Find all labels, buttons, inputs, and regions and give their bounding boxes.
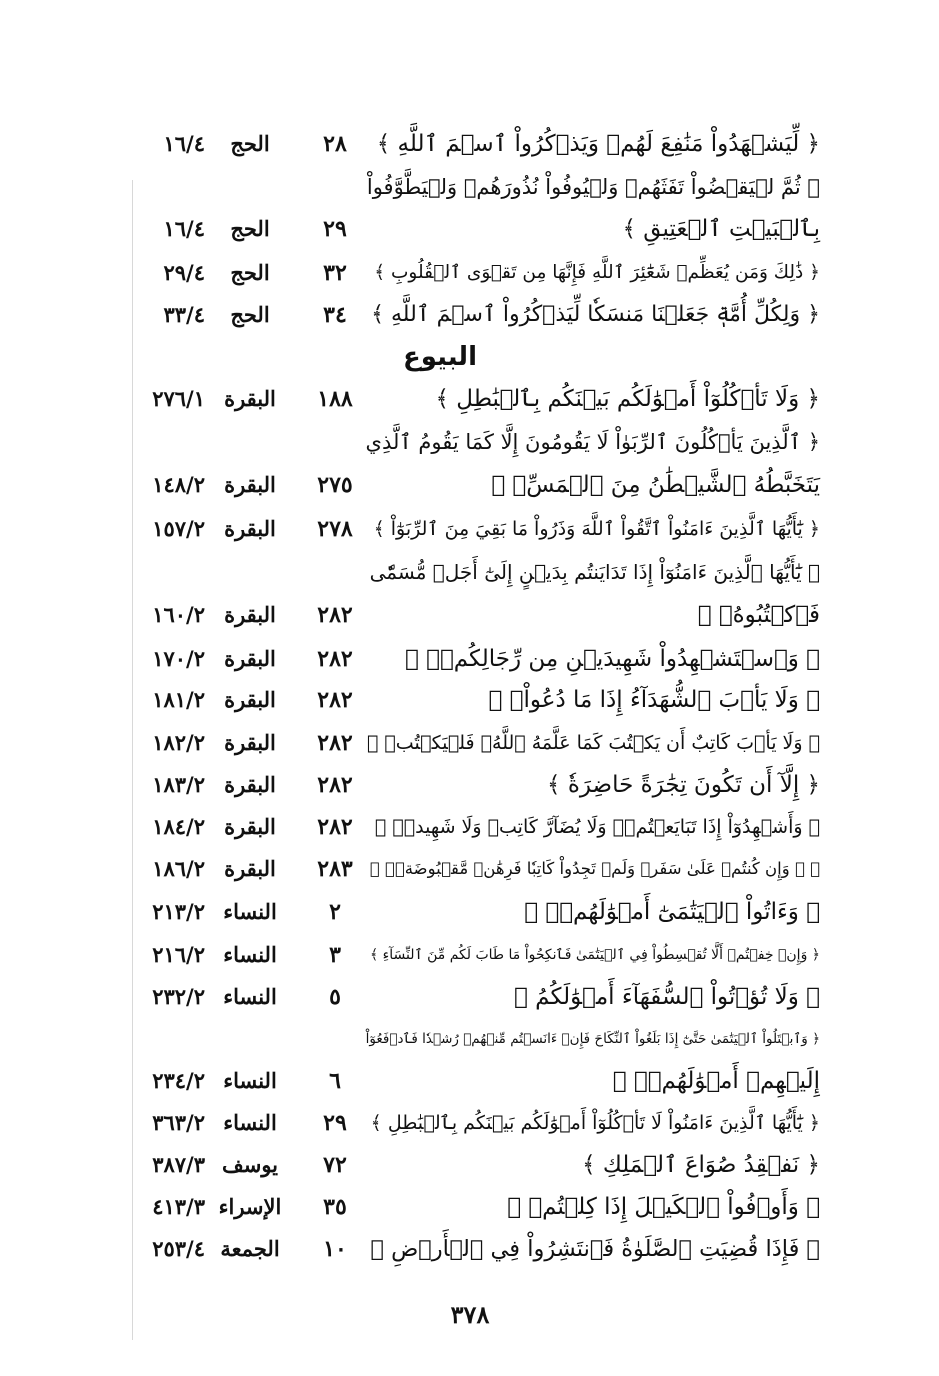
volume-page-ref: ١٨٣/٢	[152, 772, 205, 797]
index-row	[100, 510, 820, 550]
index-row	[100, 553, 820, 593]
surah-name: الحج	[230, 302, 270, 327]
verse-number: ٢٨٣	[317, 856, 353, 882]
verse-number: ٢٨٢	[317, 602, 353, 628]
verse-number: ٢٩	[323, 216, 347, 242]
verse-text: يَتَخَبَّطُهُ ٱلشَّيۡطَٰنُ مِنَ ٱلۡمَسِّۚ ﴾	[491, 472, 820, 498]
index-row	[100, 1230, 820, 1270]
index-row	[100, 1062, 820, 1102]
volume-page-ref: ٢١٦/٢	[152, 942, 205, 967]
volume-page-ref: ٣٨٧/٣	[152, 1152, 205, 1177]
surah-name: الحج	[230, 216, 270, 241]
surah-name: البقرة	[224, 730, 276, 755]
verse-text: ﴿ يَٰٓأَيُّهَا ٱلَّذِينَ ءَامَنُواْ لَا تَأۡكُلُوٓاْ أَمۡوَٰلَكُم بَيۡنَكُم بِٱلۡبَٰطِلِ ﴾	[370, 1112, 820, 1134]
volume-page-ref: ١٥٧/٢	[152, 516, 205, 541]
verse-text: ﴿ وَلِكُلِّ أُمَّةٖ جَعَلۡنَا مَنسَكٗا لِّيَذۡكُرُواْ ٱسۡمَ ٱللَّهِ ﴾	[371, 302, 820, 327]
verse-text: ﴿ وَلَا تَأۡكُلُوٓاْ أَمۡوَٰلَكُم بَيۡنَكُم بِٱلۡبَٰطِلِ ﴾	[435, 386, 820, 412]
volume-page-ref: ٣٣/٤	[163, 302, 205, 327]
verse-text: ﴿ وَأَشۡهِدُوٓاْ إِذَا تَبَايَعۡتُمۡۚ وَلَا يُضَآرَّ كَاتِبٞ وَلَا شَهِيدٞۚ ﴾	[374, 816, 820, 838]
volume-page-ref: ٢١٣/٢	[152, 899, 205, 924]
verse-number: ٣٢	[323, 260, 347, 286]
verse-number: ١٠	[323, 1236, 347, 1262]
section-heading: البيوع	[403, 342, 477, 372]
index-row	[100, 423, 820, 463]
surah-name: النساء	[223, 942, 277, 967]
surah-name: النساء	[223, 1068, 277, 1093]
volume-page-ref: ١٨٦/٢	[152, 856, 205, 881]
surah-name: البقرة	[224, 856, 276, 881]
volume-page-ref: ١٦٠/٢	[152, 602, 205, 627]
index-row	[100, 936, 820, 976]
verse-text: ﴿ نَفۡقِدُ صُوَاعَ ٱلۡمَلِكِ ﴾	[582, 1152, 820, 1178]
index-row	[100, 724, 820, 764]
index-row	[100, 380, 820, 420]
volume-page-ref: ٢٧٦/١	[152, 386, 205, 411]
verse-number: ٧٢	[323, 1152, 347, 1178]
verse-text: ﴿ ٱلَّذِينَ يَأۡكُلُونَ ٱلرِّبَوٰاْ لَا يَقُومُونَ إِلَّا كَمَا يَقُومُ ٱلَّذِي	[365, 430, 820, 454]
index-row	[100, 210, 820, 250]
verse-text: فَٱكۡتُبُوهُۚ ﴾	[697, 602, 820, 628]
volume-page-ref: ١٤٨/٢	[152, 472, 205, 497]
verse-text: ﴿ فَإِذَا قُضِيَتِ ٱلصَّلَوٰةُ فَٱنتَشِرُواْ فِي ٱلۡأَرۡضِ ﴾	[370, 1236, 820, 1262]
verse-text: ﴿ يَٰٓأَيُّهَا ٱلَّذِينَ ءَامَنُواْ ٱتَّقُواْ ٱللَّهَ وَذَرُواْ مَا بَقِيَ مِنَ ٱلرِّبَوٰٓاْ ﴾	[373, 518, 820, 540]
verse-text: ﴿ إِلَّآ أَن تَكُونَ تِجَٰرَةً حَاضِرَةٗ ﴾	[547, 772, 820, 798]
index-row	[100, 296, 820, 336]
volume-page-ref: ٢٥٣/٤	[152, 1236, 205, 1261]
surah-name: البقرة	[224, 772, 276, 797]
surah-name: الإسراء	[218, 1194, 282, 1219]
volume-page-ref: ٢٣٤/٢	[152, 1068, 205, 1093]
volume-page-ref: ١٨٢/٢	[152, 730, 205, 755]
verse-number: ٢٨٢	[317, 814, 353, 840]
volume-page-ref: ١٦/٤	[163, 131, 205, 156]
index-row	[100, 1020, 820, 1060]
surah-name: البقرة	[224, 386, 276, 411]
verse-text: ﴿ ۞ وَإِن كُنتُمۡ عَلَىٰ سَفَرٖ وَلَمۡ تَجِدُواْ كَاتِبٗا فَرِهَٰنٞ مَّقۡبُوضَةٞۖ ﴾	[369, 859, 820, 878]
index-row	[100, 766, 820, 806]
verse-text: ﴿ لِّيَشۡهَدُواْ مَنَٰفِعَ لَهُمۡ وَيَذۡكُرُواْ ٱسۡمَ ٱللَّهِ ﴾	[376, 131, 820, 157]
verse-number: ٢٧٥	[317, 472, 353, 498]
index-row	[100, 1146, 820, 1186]
verse-text: ﴿ يَٰٓأَيُّهَا ٱلَّذِينَ ءَامَنُوٓاْ إِذَا تَدَايَنتُم بِدَيۡنٍ إِلَىٰٓ أَجَلٖ مُّسَمّٗى	[369, 560, 820, 584]
verse-number: ٣٤	[323, 302, 347, 328]
verse-text: ﴿ وَأَوۡفُواْ ٱلۡكَيۡلَ إِذَا كِلۡتُمۡ ﴾	[507, 1194, 820, 1220]
surah-name: الجمعة	[220, 1236, 280, 1261]
surah-name: البقرة	[224, 814, 276, 839]
verse-text: ﴿ وَلَا يَأۡبَ ٱلشُّهَدَآءُ إِذَا مَا دُعُواْۚ ﴾	[488, 687, 820, 713]
surah-name: البقرة	[224, 472, 276, 497]
verse-number: ٢	[329, 899, 341, 925]
verse-text: ﴿ ذَٰلِكَ وَمَن يُعَظِّمۡ شَعَٰٓئِرَ ٱللَّهِ فَإِنَّهَا مِن تَقۡوَى ٱلۡقُلُوبِ ﴾	[374, 262, 820, 283]
surah-name: يوسف	[221, 1152, 279, 1177]
index-row	[100, 978, 820, 1018]
index-row	[100, 808, 820, 848]
page-number: ٣٧٨	[450, 1300, 490, 1329]
index-row	[100, 596, 820, 636]
volume-page-ref: ٢٩/٤	[163, 260, 205, 285]
index-row	[100, 1104, 820, 1144]
index-row	[100, 893, 820, 933]
surah-name: النساء	[223, 1110, 277, 1135]
index-row	[100, 681, 820, 721]
verse-text: ﴿ وَءَاتُواْ ٱلۡيَتَٰمَىٰٓ أَمۡوَٰلَهُمۡۖ ﴾	[524, 899, 820, 925]
verse-text: إِلَيۡهِمۡ أَمۡوَٰلَهُمۡۖ ﴾	[612, 1068, 820, 1094]
verse-number: ٢٨٢	[317, 646, 353, 672]
volume-page-ref: ١٨٤/٢	[152, 814, 205, 839]
verse-number: ٣٥	[323, 1194, 347, 1220]
surah-name: النساء	[223, 899, 277, 924]
verse-number: ٢٨٢	[317, 730, 353, 756]
surah-name: البقرة	[224, 687, 276, 712]
verse-number: ٢٧٨	[317, 516, 353, 542]
volume-page-ref: ٣٦٣/٢	[152, 1110, 205, 1135]
verse-number: ٢٨٢	[317, 772, 353, 798]
volume-page-ref: ٢٣٢/٢	[152, 984, 205, 1009]
verse-number: ٢٩	[323, 1110, 347, 1136]
verse-number: ٢٨٢	[317, 687, 353, 713]
surah-name: الحج	[230, 260, 270, 285]
volume-page-ref: ١٦/٤	[163, 216, 205, 241]
index-row	[100, 850, 820, 890]
volume-page-ref: ١٧٠/٢	[152, 646, 205, 671]
index-row	[100, 254, 820, 294]
verse-number: ٣	[329, 942, 341, 968]
verse-text: ﴿ وَلَا يَأۡبَ كَاتِبٌ أَن يَكۡتُبَ كَمَا عَلَّمَهُ ٱللَّهُۚ فَلۡيَكۡتُبۡ ﴾	[366, 732, 820, 754]
verse-text: ﴿ وَٱسۡتَشۡهِدُواْ شَهِيدَيۡنِ مِن رِّجَالِكُمۡۖ ﴾	[405, 646, 820, 672]
verse-text: بِٱلۡبَيۡتِ ٱلۡعَتِيقِ ﴾	[622, 216, 820, 242]
index-row	[100, 1188, 820, 1228]
verse-text: ﴿ وَإِنۡ خِفۡتُمۡ أَلَّا تُقۡسِطُواْ فِي ٱلۡيَتَٰمَىٰ فَٱنكِحُواْ مَا طَابَ لَكُم مِّنَ ٱلنِّسَآءِ ﴾	[369, 947, 820, 963]
verse-number: ٦	[329, 1068, 341, 1094]
volume-page-ref: ٤١٣/٣	[152, 1194, 205, 1219]
volume-page-ref: ١٨١/٢	[152, 687, 205, 712]
index-row	[100, 125, 820, 165]
verse-number: ١٨٨	[317, 386, 353, 412]
surah-name: الحج	[230, 131, 270, 156]
verse-number: ٢٨	[323, 131, 347, 157]
verse-text: ﴿ وَٱبۡتَلُواْ ٱلۡيَتَٰمَىٰ حَتَّىٰٓ إِذَا بَلَغُواْ ٱلنِّكَاحَ فَإِنۡ ءَانَسۡتُم مِّنۡهُمۡ رُشۡدٗا فَٱدۡفَعُوٓاْ	[365, 1031, 820, 1047]
surah-name: البقرة	[224, 602, 276, 627]
surah-name: البقرة	[224, 516, 276, 541]
verse-number: ٥	[329, 984, 341, 1010]
index-row	[100, 168, 820, 208]
index-row	[100, 466, 820, 506]
verse-text: ﴿ وَلَا تُؤۡتُواْ ٱلسُّفَهَآءَ أَمۡوَٰلَكُمُ ﴾	[514, 984, 820, 1010]
verse-text: ﴿ ثُمَّ لۡيَقۡضُواْ تَفَثَهُمۡ وَلۡيُوفُواْ نُذُورَهُمۡ وَلۡيَطَّوَّفُواْ	[366, 175, 820, 199]
surah-name: البقرة	[224, 646, 276, 671]
index-row	[100, 640, 820, 680]
surah-name: النساء	[223, 984, 277, 1009]
